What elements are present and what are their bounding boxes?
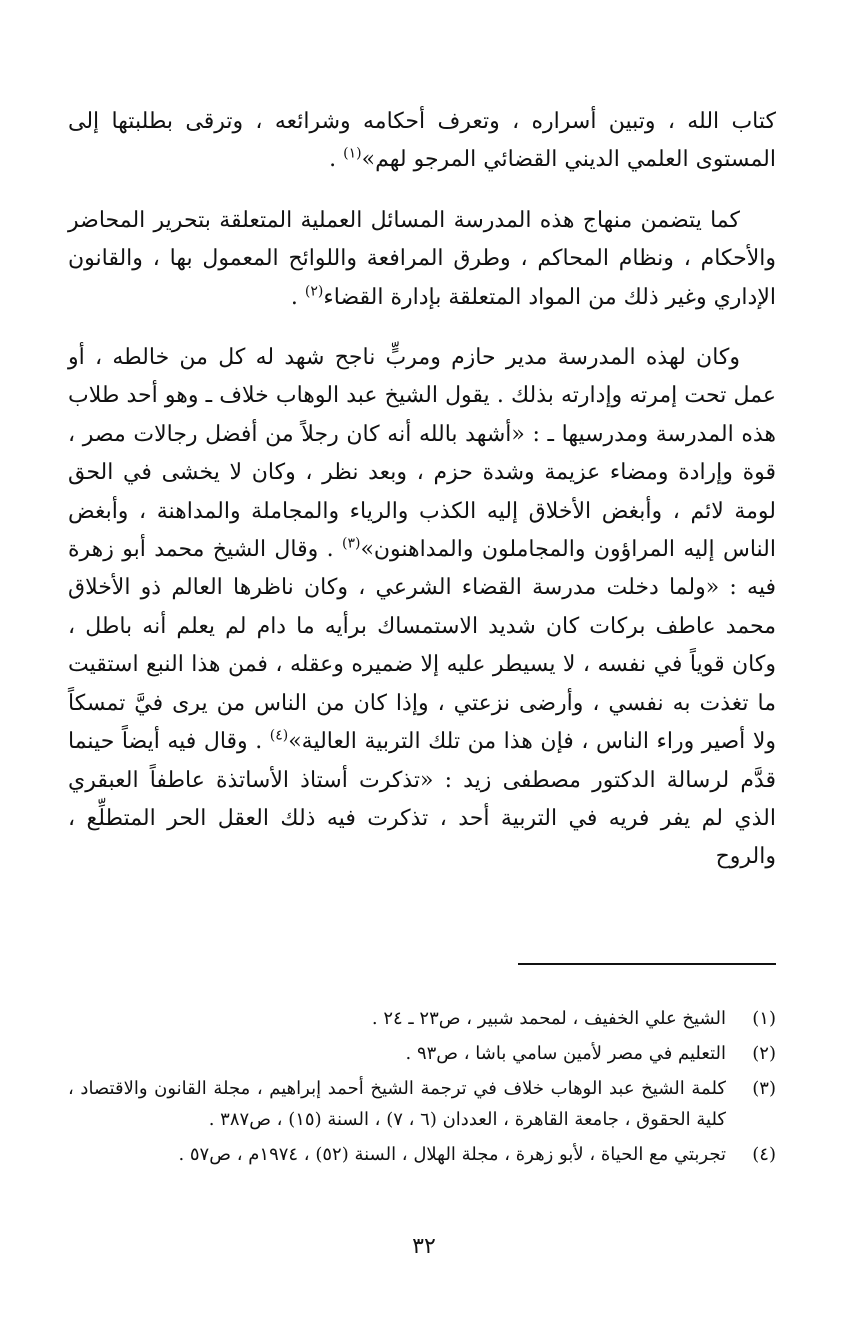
footnote-text: تجربتي مع الحياة ، لأبو زهرة ، مجلة الهلال ، السنة (٥٢) ، ١٩٧٤م ، ص٥٧ .: [178, 1144, 726, 1165]
paragraph-3-text: وكان لهذه المدرسة مدير حازم ومربٍّ ناجح شهد له كل من خالطه ، أو عمل تحت إمرته وإدارته بذلك . يقول الشيخ عبد الوهاب خلاف ـ وهو أحد طلاب هذه المدرسة ومدرسيها ـ : «أشهد بالله أنه كان رجلاً من أفضل رجالات مصر ، قوة وإرادة ومضاء عزيمة وشدة حزم ، وبعد نظر ، وكان لا يخشى في الحق لومة لائم ، وأبغض الأخلاق إليه الكذب والرياء والمجاملة والمداهنة ، وأبغض الناس إليه المراؤون والمجاملون والمداهنون»: [68, 345, 776, 563]
footnote-item: [68, 1139, 776, 1170]
footnote-text: الشيخ علي الخفيف ، لمحمد شبير ، ص٢٣ ـ ٢٤ .: [371, 1008, 726, 1029]
paragraph-2-tail: .: [290, 284, 305, 310]
footnote-ref-4: (٤): [269, 727, 289, 744]
paragraph-2: [68, 202, 776, 317]
footnote-item: [68, 1073, 776, 1135]
paragraph-1-tail: .: [329, 147, 344, 173]
paragraph-2-text: كما يتضمن منهاج هذه المدرسة المسائل العملية المتعلقة بتحرير المحاضر والأحكام ، ونظام المحاكم ، وطرق المرافعة واللوائح المعمول بها ، والقانون الإداري وغير ذلك من المواد المتعلقة بإدارة القضاء: [68, 207, 776, 310]
paragraph-1-text: كتاب الله ، وتبين أسراره ، وتعرف أحكامه وشرائعه ، وترقى بطلبتها إلى المستوى العلمي الديني القضائي المرجو لهم»: [68, 109, 776, 173]
footnote-number: (١): [752, 1008, 776, 1029]
footnote-item: [68, 1003, 776, 1034]
footnote-number: (٢): [752, 1043, 776, 1064]
footnote-ref-3: (٣): [341, 535, 361, 552]
footnote-text: التعليم في مصر لأمين سامي باشا ، ص٩٣ .: [405, 1043, 726, 1064]
paragraph-3-tail: . وقال فيه أيضاً حينما قدَّم لرسالة الدكتور مصطفى زيد : «تذكرت أستاذ الأساتذة عاطفاً العبقري الذي لم يفر فريه في التربية أحد ، تذكرت فيه ذلك العقل الحر المتطلِّع ، والروح: [68, 729, 776, 870]
page-number: ٣٢: [412, 1234, 436, 1259]
footnote-item: [68, 1038, 776, 1069]
footnote-number: (٤): [752, 1144, 776, 1165]
footnote-ref-1: (١): [343, 146, 362, 163]
footnote-number: (٣): [752, 1078, 776, 1099]
paragraph-3-middle: . وقال الشيخ محمد أبو زهرة فيه : «ولما دخلت مدرسة القضاء الشرعي ، وكان ناظرها العالم ذو الأخلاق محمد عاطف بركات كان شديد الاستمساك برأيه ما دام لم يعلم أنه باطل ، وكان قوياً في نفسه ، لا يسيطر عليه إلا ضميره وعقله ، فمن هذا النبع استقيت ما تغذت به نفسي ، وأرضى نزعتي ، وإذا كان من الناس من يرى فيَّ تمسكاً ولا أصير وراء الناس ، فإن هذا من تلك التربية العالية»: [68, 537, 776, 755]
footnote-ref-2: (٢): [304, 283, 324, 300]
main-text: [68, 103, 776, 899]
paragraph-3: [68, 339, 776, 877]
footnote-separator: [518, 963, 776, 965]
footnotes: [68, 1003, 776, 1174]
footnote-text: كلمة الشيخ عبد الوهاب خلاف في ترجمة الشيخ أحمد إبراهيم ، مجلة القانون والاقتصاد ، كلية الحقوق ، جامعة القاهرة ، العددان (٦ ، ٧) ، السنة (١٥) ، ص٣٨٧ .: [68, 1078, 726, 1130]
paragraph-1: [68, 103, 776, 180]
